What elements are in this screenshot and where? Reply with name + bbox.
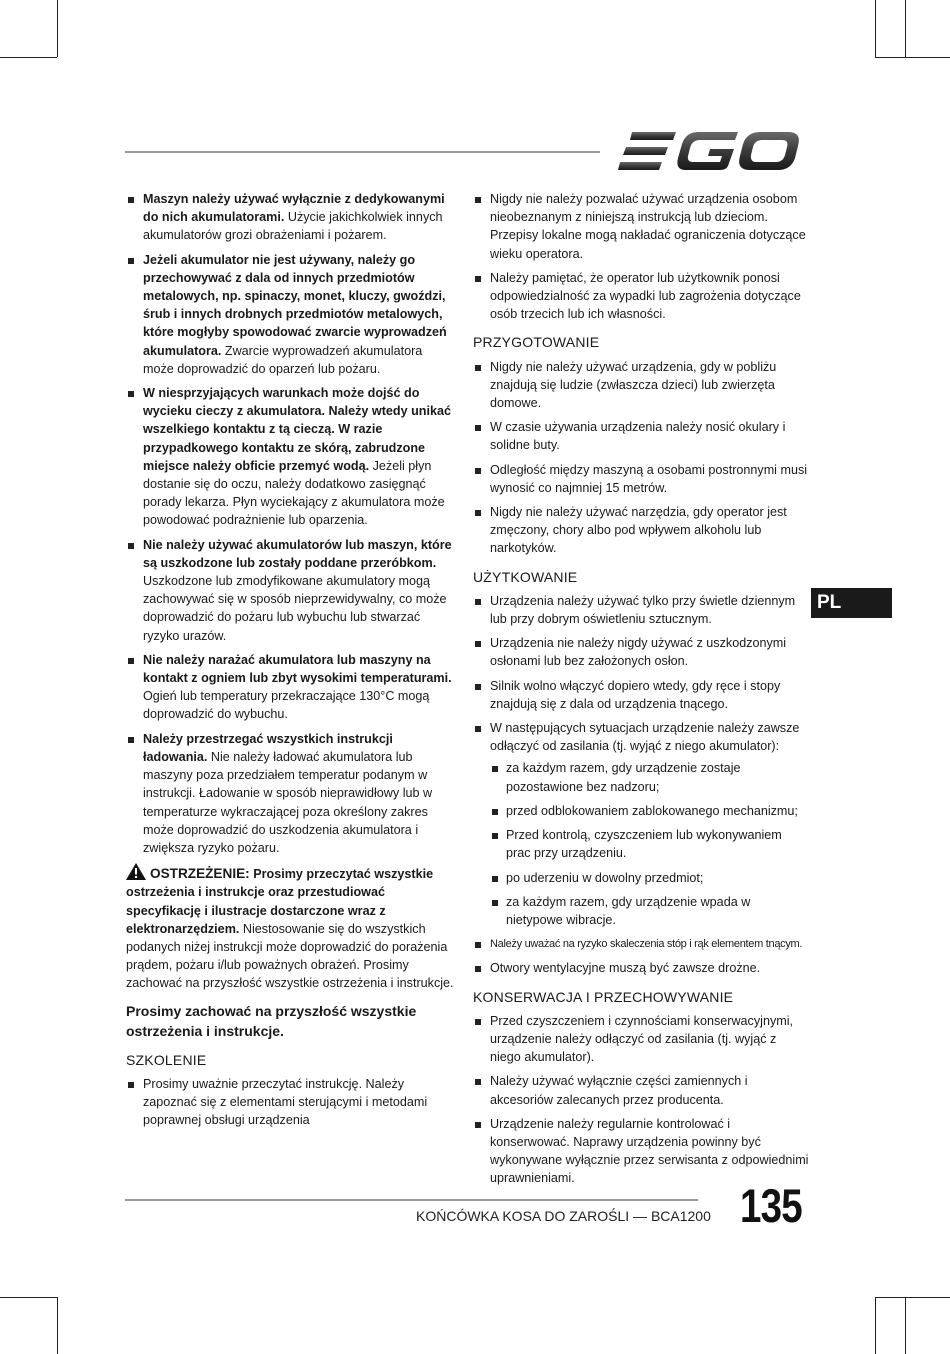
section-heading-preparation: PRZYGOTOWANIE: [473, 334, 600, 351]
header-rule: [125, 151, 600, 153]
warning-triangle-icon: [126, 863, 146, 880]
list-item: Należy pamiętać, że operator lub użytkownik ponosi odpowiedzialność za wypadki lub zagrożenia dotyczące osób trzecich lub ich własności.: [473, 269, 809, 324]
list-item: W następujących sytuacjach urządzenie należy zawsze odłączyć od zasilania (tj. wyjąć z niego akumulator): za każdym razem, gdy urządzenie zostaje pozostawione bez nadzoru; przed odblokowaniem zablokowanego mechanizmu; Przed kontrolą, czyszczeniem lub wykonywaniem prac przy urządzeniu. po uderzeniu w dowolny przedmiot; za każdym razem, gdy urządzenie wpada w nietypowe wibracje.: [473, 719, 809, 929]
section-heading-maintenance: KONSERWACJA I PRZECHOWYWANIE: [473, 988, 734, 1005]
crop-mark: [875, 57, 950, 58]
footer-rule: [125, 1199, 698, 1201]
sub-list-item: za każdym razem, gdy urządzenie wpada w nietypowe wibracje.: [490, 893, 809, 929]
list-item: Przed czyszczeniem i czynnościami konserwacyjnymi, urządzenie należy odłączyć od zasilania (tj. wyjąć z niego akumulator).: [473, 1012, 809, 1067]
list-item: Urządzenia nie należy nigdy używać z uszkodzonymi osłonami lub bez założonych osłon.: [473, 634, 809, 670]
maintenance-list: [473, 1012, 809, 1188]
list-item: Nigdy nie należy używać narzędzia, gdy operator jest zmęczony, chory albo pod wpływem alkoholu lub narkotyków.: [473, 503, 809, 558]
footer-title: KOŃCÓWKA KOSA DO ZAROŚLI — BCA1200: [416, 1208, 711, 1224]
list-item: Nigdy nie należy używać urządzenia, gdy w pobliżu znajdują się ludzie (zwłaszcza dzieci) lub zwierzęta domowe.: [473, 358, 809, 413]
list-item: Prosimy uważnie przeczytać instrukcję. Należy zapoznać się z elementami sterującymi i metodami poprawnej obsługi urządzenia: [126, 1075, 456, 1130]
crop-mark: [905, 0, 906, 57]
warning-title: OSTRZEŻENIE:: [150, 866, 250, 882]
list-item: Otwory wentylacyjne muszą być zawsze drożne.: [473, 959, 809, 977]
keep-instructions-notice: Prosimy zachować na przyszłość wszystkie ostrzeżenia i instrukcje.: [126, 1002, 417, 1039]
sub-list-item: przed odblokowaniem zablokowanego mechanizmu;: [490, 802, 809, 820]
list-item: Silnik wolno włączyć dopiero wtedy, gdy ręce i stopy znajdują się z dala od urządzenia tnącego.: [473, 677, 809, 713]
crop-mark: [875, 1297, 950, 1298]
warning-block: OSTRZEŻENIE: Prosimy przeczytać wszystkie ostrzeżenia i instrukcje oraz przestudiować specyfikację i ilustracje dostarczone wraz z elektronarzędziem. Niestosowanie się do wszystkich podanych niżej instrukcji może doprowadzić do porażenia prądem, pożaru i/lub poważnych obrażeń. Prosimy zachować na przyszłość wszystkie ostrzeżenia i instrukcje.: [126, 863, 456, 992]
preparation-list: [473, 358, 809, 558]
list-item: Nigdy nie należy pozwalać używać urządzenia osobom nieobeznanym z niniejszą instrukcją lub dzieciom. Przepisy lokalne mogą nakładać ograniczenia dotyczące wieku operatora.: [473, 190, 809, 263]
list-item: Nie należy używać akumulatorów lub maszyn, które są uszkodzone lub zostały poddane przeróbkom. Uszkodzone lub zmodyfikowane akumulatory mogą zachowywać się w sposób nieprzewidywalny, co może doprowadzić do pożaru lub wybuchu lub stwarzać ryzyko urazów.: [126, 536, 456, 645]
language-tab: PL: [811, 588, 892, 618]
disconnect-sublist: [490, 759, 809, 929]
list-item: Należy używać wyłącznie części zamiennych i akcesoriów zalecanych przez producenta.: [473, 1072, 809, 1108]
crop-mark: [875, 1297, 876, 1354]
crop-mark: [57, 1297, 58, 1354]
crop-mark: [875, 0, 876, 57]
sub-list-item: po uderzeniu w dowolny przedmiot;: [490, 869, 809, 887]
section-heading-use: UŻYTKOWANIE: [473, 568, 578, 585]
list-item: Urządzenie należy regularnie kontrolować i konserwować. Naprawy urządzenia powinny być wykonywane wyłącznie przez serwisanta z odpowiednimi uprawnieniami.: [473, 1115, 809, 1188]
left-column: [126, 190, 456, 1135]
page-number: 135: [740, 1179, 802, 1232]
battery-safety-list: [126, 190, 456, 857]
crop-mark: [905, 1297, 906, 1354]
list-item: W czasie używania urządzenia należy nosić okulary i solidne buty.: [473, 418, 809, 454]
sub-list-item: Przed kontrolą, czyszczeniem lub wykonywaniem prac przy urządzeniu.: [490, 826, 809, 862]
use-list: [473, 592, 809, 978]
ego-logo: [618, 128, 800, 174]
list-item: Jeżeli akumulator nie jest używany, należy go przechowywać z dala od innych przedmiotów metalowych, np. spinaczy, monet, kluczy, gwoździ, śrub i innych drobnych przedmiotów metalowych, które mogłyby spowodować zwarcie wyprowadzeń akumulatora. Zwarcie wyprowadzeń akumulatora może doprowadzić do oparzeń lub pożaru.: [126, 251, 456, 378]
section-heading-training: SZKOLENIE: [126, 1051, 207, 1068]
crop-mark: [0, 1297, 57, 1298]
sub-list-item: za każdym razem, gdy urządzenie zostaje pozostawione bez nadzoru;: [490, 759, 809, 795]
list-item: Odległość między maszyną a osobami postronnymi musi wynosić co najmniej 15 metrów.: [473, 461, 809, 497]
right-column: [473, 190, 809, 1194]
training-list: [126, 1075, 456, 1130]
list-item: Urządzenia należy używać tylko przy świetle dziennym lub przy dobrym oświetleniu sztucznym.: [473, 592, 809, 628]
list-item: Nie należy narażać akumulatora lub maszyny na kontakt z ogniem lub zbyt wysokimi temperaturami. Ogień lub temperatury przekraczające 130°C mogą doprowadzić do wybuchu.: [126, 651, 456, 724]
list-item: Należy przestrzegać wszystkich instrukcji ładowania. Nie należy ładować akumulatora lub maszyny poza przedziałem temperatur podanym w instrukcji. Ładowanie w sposób nieprawidłowy lub w temperaturze wykraczającej poza określony zakres może doprowadzić do uszkodzenia akumulatora i zwiększa ryzyko pożaru.: [126, 730, 456, 857]
list-item: Należy uważać na ryzyko skaleczenia stóp i rąk elementem tnącym.: [473, 935, 809, 953]
crop-mark: [0, 57, 57, 58]
list-item: W niesprzyjających warunkach może dojść do wycieku cieczy z akumulatora. Należy wtedy unikać wszelkiego kontaktu z tą cieczą. W razie przypadkowego kontaktu ze skórą, zabrudzone miejsce należy obficie przemyć wodą. Jeżeli płyn dostanie się do oczu, należy dodatkowo zasięgnąć porady lekarza. Płyn wyciekający z akumulatora może powodować podrażnienie lub oparzenia.: [126, 384, 456, 530]
operator-list: [473, 190, 809, 323]
list-item: Maszyn należy używać wyłącznie z dedykowanymi do nich akumulatorami. Użycie jakichkolwiek innych akumulatorów grozi obrażeniami i pożarem.: [126, 190, 456, 245]
crop-mark: [57, 0, 58, 57]
